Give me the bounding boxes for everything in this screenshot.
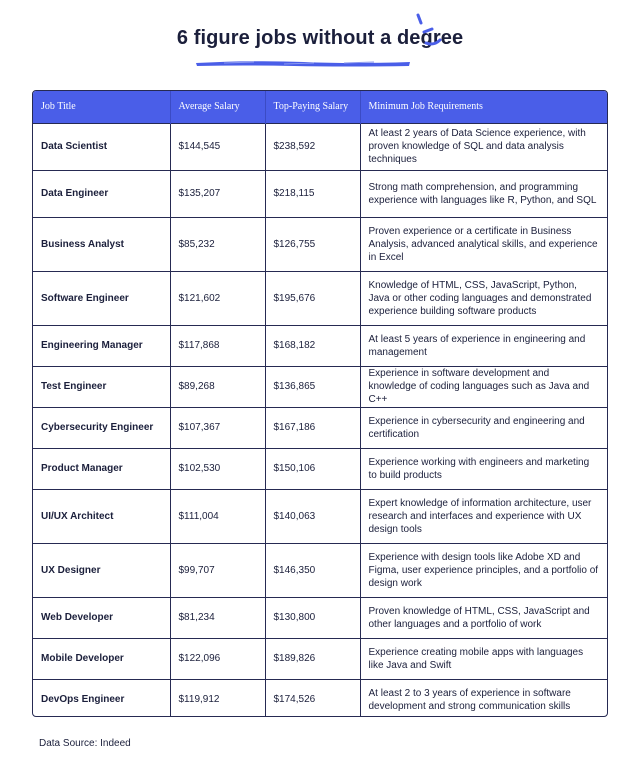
top-salary-cell: $146,350 (265, 543, 360, 597)
average-salary-cell: $121,602 (170, 271, 265, 325)
requirements-cell: Experience in software development and knowledge of coding languages such as Java and C++ (360, 366, 607, 407)
jobs-table (33, 91, 607, 717)
average-salary-cell: $89,268 (170, 366, 265, 407)
average-salary-cell: $117,868 (170, 325, 265, 366)
requirements-cell: Expert knowledge of information architecture, user research and interfaces and experience with UX design tools (360, 489, 607, 543)
top-salary-cell: $126,755 (265, 217, 360, 271)
average-salary-cell: $122,096 (170, 638, 265, 679)
table-row (33, 366, 607, 407)
requirements-cell: Experience working with engineers and marketing to build products (360, 448, 607, 489)
top-salary-cell: $168,182 (265, 325, 360, 366)
job-title-cell: Mobile Developer (33, 638, 170, 679)
average-salary-cell: $144,545 (170, 123, 265, 170)
average-salary-cell: $81,234 (170, 597, 265, 638)
table-row (33, 597, 607, 638)
top-salary-cell: $167,186 (265, 407, 360, 448)
top-salary-cell: $174,526 (265, 679, 360, 717)
top-salary-cell: $195,676 (265, 271, 360, 325)
average-salary-cell: $85,232 (170, 217, 265, 271)
table-row (33, 638, 607, 679)
top-salary-cell: $140,063 (265, 489, 360, 543)
table-row (33, 217, 607, 271)
average-salary-cell: $111,004 (170, 489, 265, 543)
header-job-title: Job Title (33, 91, 170, 123)
header-minimum-requirements: Minimum Job Requirements (368, 101, 483, 113)
requirements-cell: Strong math comprehension, and programming experience with languages like R, Python, and SQL (360, 170, 607, 217)
top-salary-cell: $189,826 (265, 638, 360, 679)
requirements-cell: Proven knowledge of HTML, CSS, JavaScript and other languages and a portfolio of work (360, 597, 607, 638)
average-salary-cell: $119,912 (170, 679, 265, 717)
job-title-cell: Product Manager (33, 448, 170, 489)
top-salary-cell: $238,592 (265, 123, 360, 170)
header-top-paying-salary: Top-Paying Salary (265, 91, 360, 123)
jobs-table-container (32, 90, 608, 717)
requirements-cell: Experience creating mobile apps with languages like Java and Swift (360, 638, 607, 679)
header-average-salary: Average Salary (170, 91, 265, 123)
requirements-cell: At least 2 to 3 years of experience in software development and strong communication skills (360, 679, 607, 717)
top-salary-cell: $150,106 (265, 448, 360, 489)
requirements-cell: At least 5 years of experience in engineering and management (360, 325, 607, 366)
table-row (33, 325, 607, 366)
table-row (33, 271, 607, 325)
average-salary-cell: $107,367 (170, 407, 265, 448)
table-row (33, 170, 607, 217)
requirements-cell: Knowledge of HTML, CSS, JavaScript, Python, Java or other coding languages and demonstrated experience building software products (360, 271, 607, 325)
job-title-cell: Data Scientist (33, 123, 170, 170)
table-row (33, 123, 607, 170)
page-title: 6 figure jobs without a degree (176, 27, 464, 49)
job-title-cell: Software Engineer (33, 271, 170, 325)
job-title-cell: UI/UX Architect (33, 489, 170, 543)
average-salary-cell: $135,207 (170, 170, 265, 217)
table-row (33, 489, 607, 543)
job-title-cell: Engineering Manager (33, 325, 170, 366)
table-row (33, 448, 607, 489)
job-title-cell: Web Developer (33, 597, 170, 638)
data-source-note: Data Source: Indeed (39, 738, 131, 749)
top-salary-cell: $130,800 (265, 597, 360, 638)
top-salary-cell: $136,865 (265, 366, 360, 407)
table-header-row (33, 91, 607, 123)
job-title-cell: Data Engineer (33, 170, 170, 217)
requirements-cell: Proven experience or a certificate in Business Analysis, advanced analytical skills, and experience in Excel (360, 217, 607, 271)
requirements-cell: Experience with design tools like Adobe XD and Figma, user experience principles, and a portfolio of design work (360, 543, 607, 597)
table-row (33, 407, 607, 448)
sparkle-decoration-icon (412, 12, 446, 48)
requirements-cell: Experience in cybersecurity and engineering and certification (360, 407, 607, 448)
title-underline-brush (194, 58, 412, 68)
table-row (33, 543, 607, 597)
job-title-cell: UX Designer (33, 543, 170, 597)
table-row (33, 679, 607, 717)
job-title-cell: Business Analyst (33, 217, 170, 271)
average-salary-cell: $102,530 (170, 448, 265, 489)
average-salary-cell: $99,707 (170, 543, 265, 597)
top-salary-cell: $218,115 (265, 170, 360, 217)
requirements-cell: At least 2 years of Data Science experience, with proven knowledge of SQL and data analysis techniques (360, 123, 607, 170)
job-title-cell: DevOps Engineer (33, 679, 170, 717)
job-title-cell: Cybersecurity Engineer (33, 407, 170, 448)
job-title-cell: Test Engineer (33, 366, 170, 407)
